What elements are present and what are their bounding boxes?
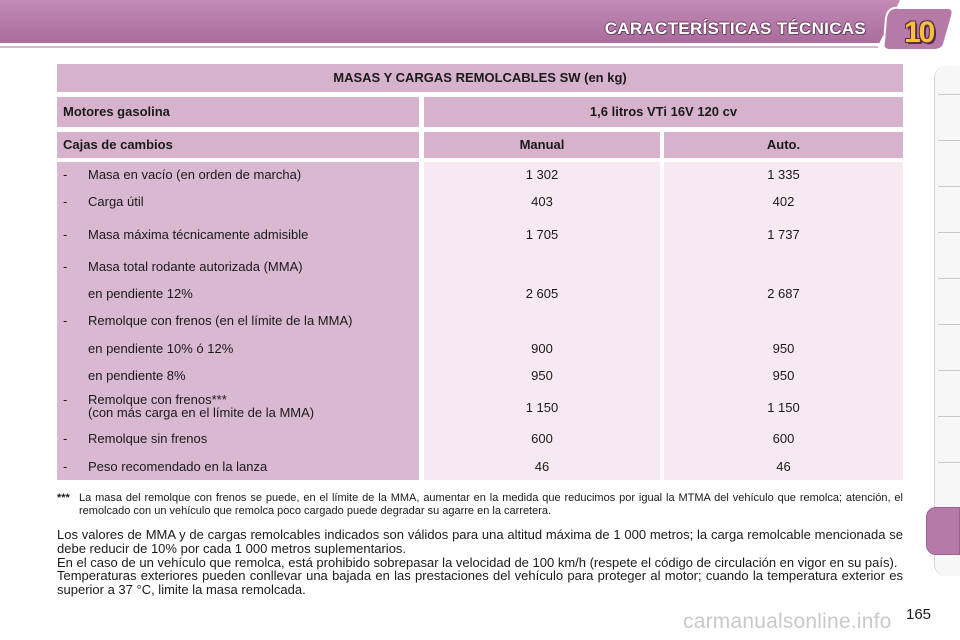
tab-divider bbox=[938, 140, 960, 141]
table-cell-manual: 2 605 bbox=[525, 286, 559, 301]
footnote-text: La masa del remolque con frenos se puede, en el límite de la MMA, aumentar en la medida que reducimos por igual la MTMA del vehículo que remolca; atención, el remolcado con un vehículo que remolca poco cargado puede degradar su agarre en la carretera. bbox=[79, 492, 903, 517]
gearbox-label: Cajas de cambios bbox=[57, 132, 419, 158]
body-paragraph: Temperaturas exteriores pueden conllevar una bajada en las prestaciones del vehículo para proteger al motor; cuando la temperatura exterior es superior a 37 °C, limite la masa remolcada. bbox=[57, 568, 903, 598]
table-cell-manual: 46 bbox=[534, 459, 550, 474]
table-cell-auto: 950 bbox=[772, 341, 795, 356]
tab-divider bbox=[938, 232, 960, 233]
body-text bbox=[57, 528, 903, 597]
table-cell-auto: 46 bbox=[776, 459, 791, 474]
table-cell-auto: 402 bbox=[772, 194, 795, 209]
chapter-number-badge: 10 bbox=[904, 16, 934, 49]
tab-rail-background bbox=[934, 66, 960, 576]
footnote-marker: *** bbox=[57, 492, 70, 504]
tab-divider bbox=[938, 416, 960, 417]
watermark: carmanualsonline.info bbox=[683, 610, 892, 633]
table-cell-manual: 1 705 bbox=[525, 227, 559, 242]
engine-value: 1,6 litros VTi 16V 120 cv bbox=[424, 97, 903, 127]
tab-divider bbox=[938, 94, 960, 95]
gearbox-manual-header: Manual bbox=[424, 132, 660, 158]
chapter-tab-active[interactable] bbox=[926, 507, 960, 555]
tab-divider bbox=[938, 186, 960, 187]
tab-divider bbox=[938, 324, 960, 325]
table-cell-manual: 600 bbox=[531, 431, 553, 446]
tab-divider bbox=[938, 462, 960, 463]
chapter-tab-rail bbox=[926, 66, 960, 576]
table-cell-auto: 600 bbox=[772, 431, 795, 446]
table-cell-manual: 900 bbox=[531, 341, 553, 356]
tab-divider bbox=[938, 370, 960, 371]
table-cell-auto: 950 bbox=[772, 368, 795, 383]
engine-label: Motores gasolina bbox=[57, 97, 419, 127]
body-paragraph: Los valores de MMA y de cargas remolcables indicados son válidos para una altitud máxima de 1 000 metros; la carga remolcable mencionada se debe reducir de 10% por cada 1 000 metros suplementarios. bbox=[57, 527, 903, 556]
table-cell-manual: 1 150 bbox=[525, 400, 559, 415]
table-cell-manual: 403 bbox=[531, 194, 553, 209]
table-cell-auto: 1 150 bbox=[767, 400, 800, 415]
table-cell-auto: 1 737 bbox=[767, 227, 800, 242]
tab-divider bbox=[938, 278, 960, 279]
page-number: 165 bbox=[906, 606, 932, 623]
chapter-title: CARACTERÍSTICAS TÉCNICAS bbox=[604, 19, 866, 38]
table-cell-auto: 1 335 bbox=[767, 167, 800, 182]
chapter-header bbox=[0, 0, 960, 52]
table-cell-auto: 2 687 bbox=[767, 286, 800, 301]
table-cell-manual: 1 302 bbox=[525, 167, 559, 182]
table-title: MASAS Y CARGAS REMOLCABLES SW (en kg) bbox=[57, 64, 903, 92]
table-cell-manual: 950 bbox=[531, 368, 553, 383]
gearbox-auto-header: Auto. bbox=[664, 132, 903, 158]
body-paragraph: En el caso de un vehículo que remolca, está prohibido sobrepasar la velocidad de 100 km/h (respete el código de circulación en vigor en su país). bbox=[57, 554, 898, 570]
